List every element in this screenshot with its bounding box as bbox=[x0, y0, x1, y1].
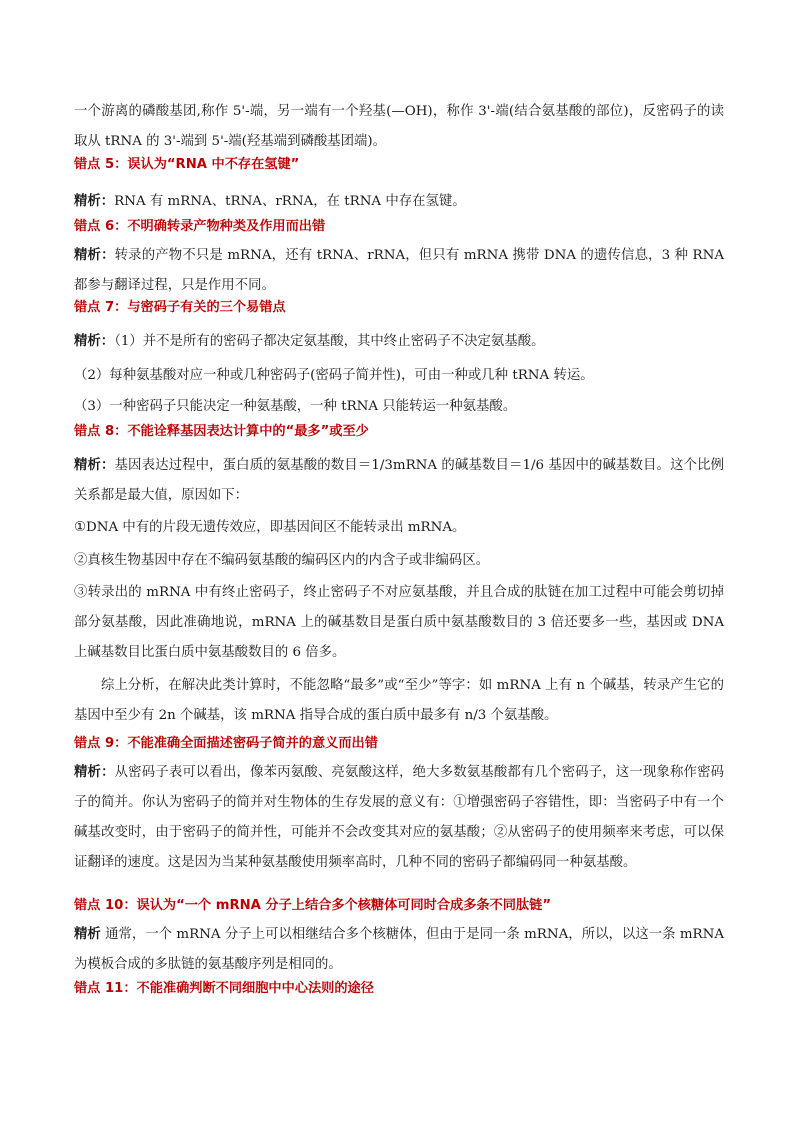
point-8-reason-2: ②真核生物基因中存在不编码氨基酸的编码区内的内含子或非编码区。 bbox=[74, 553, 490, 568]
point-7-item-2: （2）每种氨基酸对应一种或几种密码子(密码子简并性)，可由一种或几种 tRNA 转运。 bbox=[74, 368, 594, 383]
analysis-label: 精析： bbox=[74, 334, 115, 349]
point-10-analysis: 精析 通常，一个 mRNA 分子上可以相继结合多个核糖体，但由于是同一条 mRNA，所以，以这一条 mRNA 为模板合成的多肽链的氨基酸序列是相同的。 bbox=[74, 927, 725, 972]
point-11-title: 错点 11：不能准确判断不同细胞中中心法则的途径 bbox=[74, 981, 374, 996]
analysis-label: 精析： bbox=[74, 248, 115, 263]
point-8-summary: 综上分析，在解决此类计算时，不能忽略“最多”或“至少”等字：如 mRNA 上有 n 个碱基，转录产生它的基因中至少有 2n 个碱基，该 mRNA 指导合成的蛋白质中最多有 n/3 个氨基酸。 bbox=[74, 678, 724, 723]
point-5-analysis: 精析：RNA 有 mRNA、tRNA、rRNA，在 tRNA 中存在氢键。 bbox=[74, 194, 466, 209]
point-8-reason-1: ①DNA 中有的片段无遗传效应，即基因间区不能转录出 mRNA。 bbox=[74, 520, 466, 535]
intro-line-1: 一个游离的磷酸基团,称作 5'-端，另一端有一个羟基(—OH)，称作 3'-端(结合氨基酸的部位)，反密码子的读 bbox=[74, 104, 724, 119]
point-5-title: 错点 5：误认为“RNA 中不存在氢键” bbox=[74, 157, 300, 172]
analysis-label: 精析 bbox=[74, 927, 101, 942]
point-6-title: 错点 6：不明确转录产物种类及作用而出错 bbox=[74, 219, 326, 234]
point-6-analysis: 精析：转录的产物不只是 mRNA，还有 tRNA、rRNA，但只有 mRNA 携带 DNA 的遗传信息，3 种 RNA 都参与翻译过程，只是作用不同。 bbox=[74, 248, 725, 293]
point-7-title: 错点 7：与密码子有关的三个易错点 bbox=[74, 300, 286, 315]
intro-paragraph bbox=[74, 97, 724, 157]
intro-line-2: 取从 tRNA 的 3'-端到 5'-端(羟基端到磷酸基团端)。 bbox=[74, 134, 387, 149]
point-8-analysis: 精析：基因表达过程中，蛋白质的氨基酸的数目＝1/3mRNA 的碱基数目＝1/6 基因中的碱基数目。这个比例关系都是最大值，原因如下： bbox=[74, 458, 725, 503]
point-7-item-1: 精析：（1）并不是所有的密码子都决定氨基酸，其中终止密码子不决定氨基酸。 bbox=[74, 334, 545, 349]
point-8-reason-3: ③转录出的 mRNA 中有终止密码子，终止密码子不对应氨基酸，并且合成的肽链在加工过程中可能会剪切掉部分氨基酸，因此准确地说，mRNA 上的碱基数目是蛋白质中氨基酸数目的 3 倍还要多一些，基因或 DNA 上碱基数目比蛋白质中氨基酸数目的 6 倍多。 bbox=[74, 585, 724, 660]
point-7-item-3: （3）一种密码子只能决定一种氨基酸，一种 tRNA 只能转运一种氨基酸。 bbox=[74, 399, 517, 414]
point-8-title: 错点 8：不能诠释基因表达计算中的“最多”或至少 bbox=[74, 424, 369, 439]
analysis-label: 精析： bbox=[74, 458, 115, 473]
point-10-title: 错点 10：误认为“一个 mRNA 分子上结合多个核糖体可同时合成多条不同肽链” bbox=[74, 898, 552, 913]
analysis-label: 精析： bbox=[74, 194, 115, 209]
analysis-label: 精析： bbox=[74, 765, 115, 780]
point-9-title: 错点 9：不能准确全面描述密码子简并的意义而出错 bbox=[74, 736, 378, 751]
point-9-analysis: 精析：从密码子表可以看出，像苯丙氨酸、亮氨酸这样，绝大多数氨基酸都有几个密码子，这一现象称作密码子的简并。你认为密码子的简并对生物体的生存发展的意义有：①增强密码子容错性，即：当密码子中有一个碱基改变时，由于密码子的简并性，可能并不会改变其对应的氨基酸；②从密码子的使用频率来考虑，可以保证翻译的速度。这是因为当某种氨基酸使用频率高时，几种不同的密码子都编码同一种氨基酸。 bbox=[74, 765, 725, 870]
